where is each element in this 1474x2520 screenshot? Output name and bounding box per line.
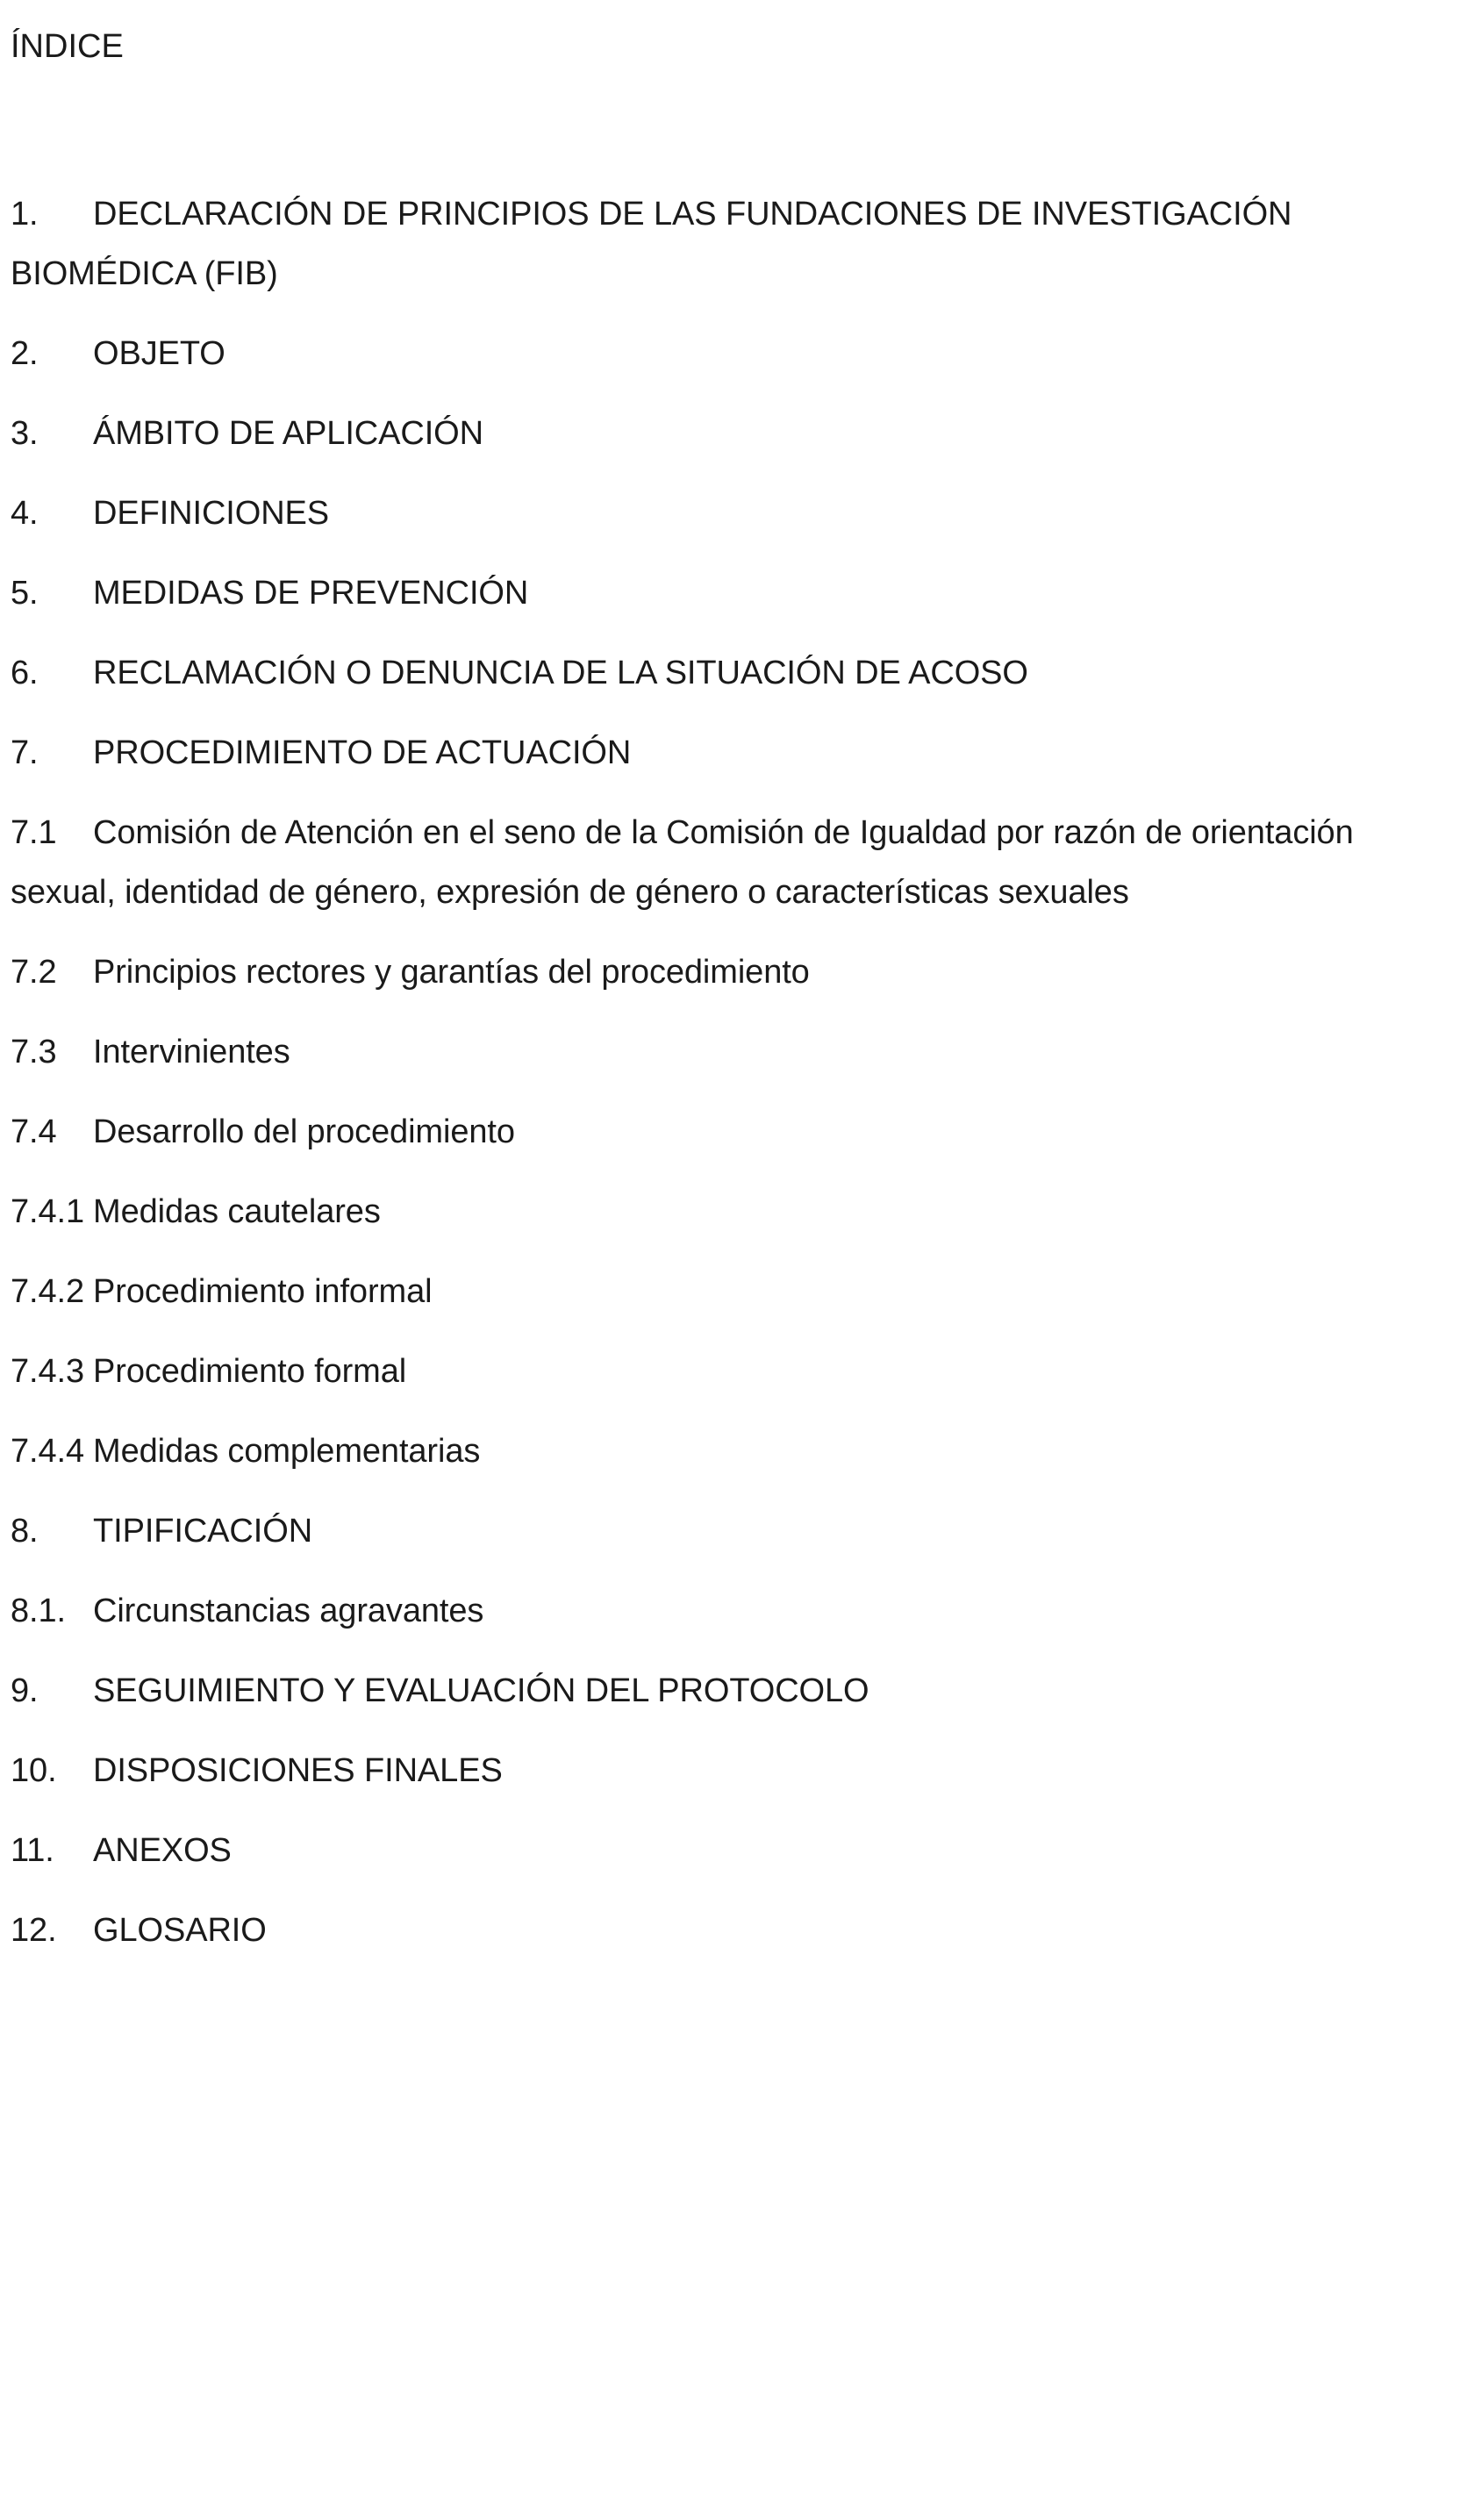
toc-entry-6 [11,643,1458,703]
toc-entry-text: Procedimiento formal [93,1353,407,1390]
toc-entry-8 [11,1501,1458,1561]
toc-entry-text: SEGUIMIENTO Y EVALUACIÓN DEL PROTOCOLO [93,1672,869,1709]
toc-entry-number: 7.4 [11,1113,57,1150]
toc-entry-number: 7.4.4 [11,1433,85,1470]
toc-entry-text: Medidas cautelares [93,1193,381,1230]
toc-entry-12 [11,1901,1458,1960]
toc-entry-text: DECLARACIÓN DE PRINCIPIOS DE LAS FUNDACIONES DE INVESTIGACIÓN BIOMÉDICA (FIB) [11,196,1292,292]
toc-entry-7-4-4 [11,1421,1458,1481]
toc-entry-text: Intervinientes [93,1034,290,1070]
table-of-contents [11,184,1458,1980]
toc-entry-1 [11,184,1458,304]
toc-entry-text: ÁMBITO DE APLICACIÓN [93,415,483,452]
toc-entry-number: 7.4.3 [11,1353,85,1390]
toc-entry-7-1 [11,803,1458,922]
toc-entry-number: 3. [11,415,39,452]
toc-entry-number: 7.1 [11,814,57,851]
toc-entry-number: 8.1. [11,1593,66,1629]
toc-entry-text: Principios rectores y garantías del procedimiento [93,954,810,991]
toc-entry-10 [11,1741,1458,1801]
toc-entry-text: Comisión de Atención en el seno de la Comisión de Igualdad por razón de orientación sexual, identidad de género, expresión de género o características sexuales [11,814,1354,911]
toc-entry-7-3 [11,1022,1458,1082]
toc-entry-number: 6. [11,655,39,691]
toc-entry-7-4-1 [11,1182,1458,1242]
toc-entry-number: 7.3 [11,1034,57,1070]
toc-entry-7-4 [11,1102,1458,1162]
toc-entry-text: TIPIFICACIÓN [93,1513,313,1550]
toc-entry-7-2 [11,942,1458,1002]
toc-entry-4 [11,483,1458,543]
toc-entry-text: GLOSARIO [93,1912,267,1949]
toc-entry-number: 7.4.1 [11,1193,85,1230]
toc-entry-9 [11,1661,1458,1721]
toc-entry-text: DEFINICIONES [93,495,330,532]
toc-entry-number: 7.2 [11,954,57,991]
toc-entry-number: 11. [11,1832,54,1869]
toc-entry-text: OBJETO [93,335,225,372]
toc-entry-text: Procedimiento informal [93,1273,433,1310]
toc-entry-text: RECLAMACIÓN O DENUNCIA DE LA SITUACIÓN DE ACOSO [93,655,1028,691]
toc-entry-number: 4. [11,495,39,532]
toc-entry-5 [11,563,1458,623]
page-title: ÍNDICE [11,28,124,65]
toc-entry-number: 9. [11,1672,39,1709]
toc-entry-3 [11,404,1458,463]
toc-entry-text: PROCEDIMIENTO DE ACTUACIÓN [93,734,632,771]
toc-entry-text: MEDIDAS DE PREVENCIÓN [93,575,529,612]
toc-entry-text: DISPOSICIONES FINALES [93,1752,503,1789]
toc-entry-number: 8. [11,1513,39,1550]
toc-entry-7 [11,723,1458,783]
toc-entry-text: Medidas complementarias [93,1433,481,1470]
toc-entry-number: 5. [11,575,39,612]
toc-entry-number: 12. [11,1912,57,1949]
toc-entry-7-4-2 [11,1262,1458,1321]
toc-entry-number: 7. [11,734,39,771]
toc-entry-number: 10. [11,1752,57,1789]
toc-entry-number: 2. [11,335,39,372]
toc-entry-text: Circunstancias agravantes [93,1593,484,1629]
toc-entry-7-4-3 [11,1342,1458,1401]
toc-entry-number: 1. [11,196,39,233]
toc-entry-8-1 [11,1581,1458,1641]
toc-entry-number: 7.4.2 [11,1273,85,1310]
toc-entry-2 [11,324,1458,383]
toc-entry-text: Desarrollo del procedimiento [93,1113,515,1150]
toc-entry-text: ANEXOS [93,1832,232,1869]
toc-entry-11 [11,1821,1458,1880]
